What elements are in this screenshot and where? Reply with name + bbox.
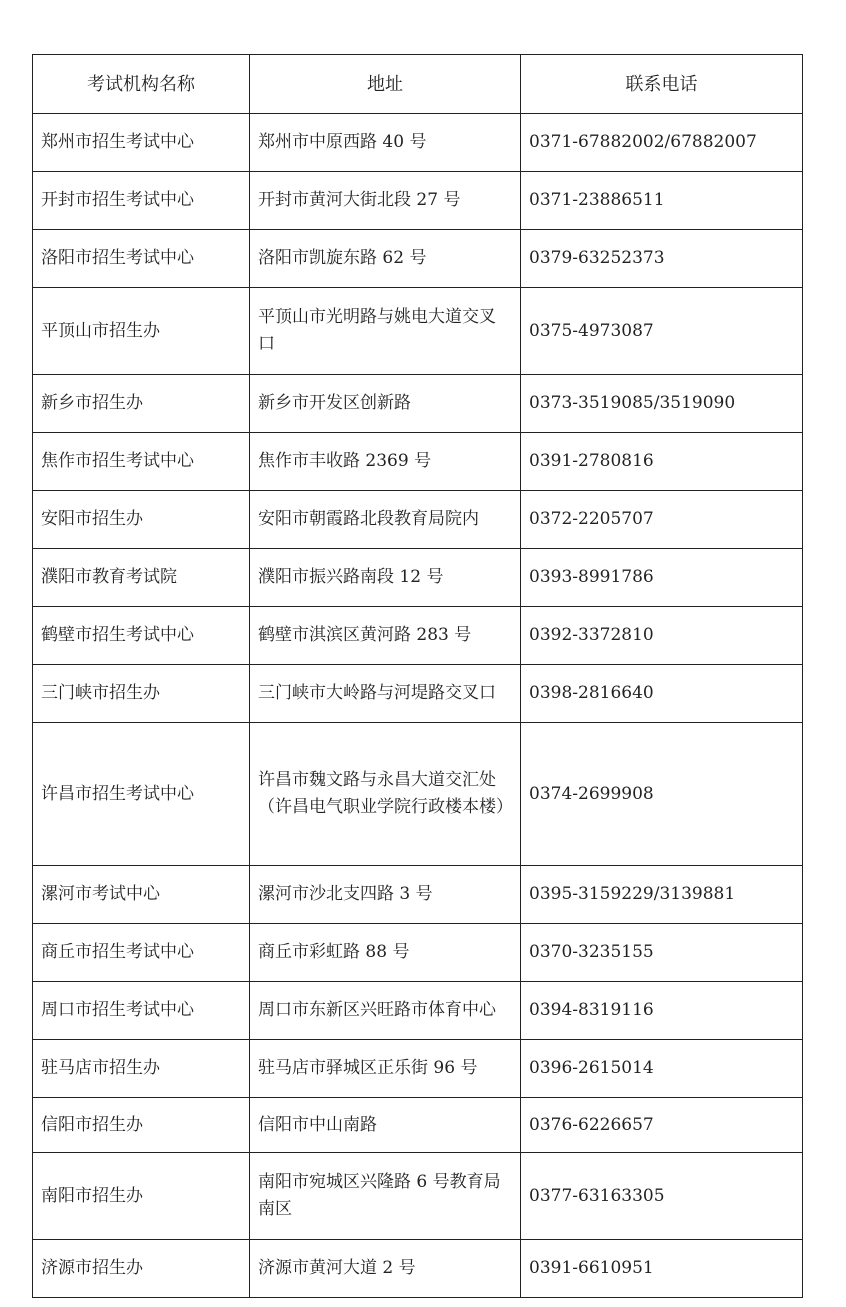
phone-cell: 0376-6226657 [521, 1098, 803, 1153]
table-row [33, 230, 803, 288]
institution-name-cell: 鹤壁市招生考试中心 [33, 607, 250, 665]
table-row [33, 723, 803, 866]
table-header-row [33, 55, 803, 114]
phone-cell: 0391-6610951 [521, 1240, 803, 1298]
address-cell: 驻马店市驿城区正乐街 96 号 [250, 1040, 521, 1098]
phone-cell: 0398-2816640 [521, 665, 803, 723]
address-cell: 济源市黄河大道 2 号 [250, 1240, 521, 1298]
phone-cell: 0371-67882002/67882007 [521, 114, 803, 172]
address-cell: 漯河市沙北支四路 3 号 [250, 866, 521, 924]
table-row [33, 491, 803, 549]
address-cell: 三门峡市大岭路与河堤路交叉口 [250, 665, 521, 723]
exam-institution-contact-table [32, 54, 803, 1298]
institution-name-cell: 平顶山市招生办 [33, 288, 250, 375]
header-phone: 联系电话 [521, 55, 803, 114]
header-institution-name: 考试机构名称 [33, 55, 250, 114]
table-row [33, 1153, 803, 1240]
institution-name-cell: 焦作市招生考试中心 [33, 433, 250, 491]
phone-cell: 0371-23886511 [521, 172, 803, 230]
institution-name-cell: 南阳市招生办 [33, 1153, 250, 1240]
institution-name-cell: 三门峡市招生办 [33, 665, 250, 723]
table-row [33, 375, 803, 433]
institution-name-cell: 济源市招生办 [33, 1240, 250, 1298]
table-row [33, 1240, 803, 1298]
phone-cell: 0375-4973087 [521, 288, 803, 375]
phone-cell: 0377-63163305 [521, 1153, 803, 1240]
phone-cell: 0393-8991786 [521, 549, 803, 607]
institution-name-cell: 漯河市考试中心 [33, 866, 250, 924]
address-cell: 开封市黄河大街北段 27 号 [250, 172, 521, 230]
phone-cell: 0370-3235155 [521, 924, 803, 982]
address-cell: 新乡市开发区创新路 [250, 375, 521, 433]
table-row [33, 172, 803, 230]
phone-cell: 0373-3519085/3519090 [521, 375, 803, 433]
address-cell: 商丘市彩虹路 88 号 [250, 924, 521, 982]
table-row [33, 665, 803, 723]
phone-cell: 0396-2615014 [521, 1040, 803, 1098]
table-row [33, 607, 803, 665]
phone-cell: 0391-2780816 [521, 433, 803, 491]
institution-name-cell: 安阳市招生办 [33, 491, 250, 549]
phone-cell: 0392-3372810 [521, 607, 803, 665]
address-cell: 南阳市宛城区兴隆路 6 号教育局南区 [250, 1153, 521, 1240]
address-cell: 许昌市魏文路与永昌大道交汇处（许昌电气职业学院行政楼本楼） [250, 723, 521, 866]
header-address: 地址 [250, 55, 521, 114]
address-cell: 信阳市中山南路 [250, 1098, 521, 1153]
institution-name-cell: 商丘市招生考试中心 [33, 924, 250, 982]
address-cell: 安阳市朝霞路北段教育局院内 [250, 491, 521, 549]
institution-name-cell: 驻马店市招生办 [33, 1040, 250, 1098]
address-cell: 鹤壁市淇滨区黄河路 283 号 [250, 607, 521, 665]
address-cell: 郑州市中原西路 40 号 [250, 114, 521, 172]
table-row [33, 1098, 803, 1153]
institution-name-cell: 洛阳市招生考试中心 [33, 230, 250, 288]
phone-cell: 0372-2205707 [521, 491, 803, 549]
institution-name-cell: 濮阳市教育考试院 [33, 549, 250, 607]
table-row [33, 114, 803, 172]
institution-name-cell: 新乡市招生办 [33, 375, 250, 433]
table-body [33, 114, 803, 1298]
institution-name-cell: 许昌市招生考试中心 [33, 723, 250, 866]
phone-cell: 0374-2699908 [521, 723, 803, 866]
address-cell: 焦作市丰收路 2369 号 [250, 433, 521, 491]
institution-name-cell: 郑州市招生考试中心 [33, 114, 250, 172]
phone-cell: 0395-3159229/3139881 [521, 866, 803, 924]
institution-name-cell: 开封市招生考试中心 [33, 172, 250, 230]
institution-name-cell: 信阳市招生办 [33, 1098, 250, 1153]
table-row [33, 288, 803, 375]
institution-name-cell: 周口市招生考试中心 [33, 982, 250, 1040]
table-row [33, 549, 803, 607]
address-cell: 洛阳市凯旋东路 62 号 [250, 230, 521, 288]
address-cell: 周口市东新区兴旺路市体育中心 [250, 982, 521, 1040]
address-cell: 平顶山市光明路与姚电大道交叉口 [250, 288, 521, 375]
table-row [33, 982, 803, 1040]
address-cell: 濮阳市振兴路南段 12 号 [250, 549, 521, 607]
table-row [33, 433, 803, 491]
table-row [33, 866, 803, 924]
table-row [33, 924, 803, 982]
phone-cell: 0379-63252373 [521, 230, 803, 288]
phone-cell: 0394-8319116 [521, 982, 803, 1040]
table-row [33, 1040, 803, 1098]
